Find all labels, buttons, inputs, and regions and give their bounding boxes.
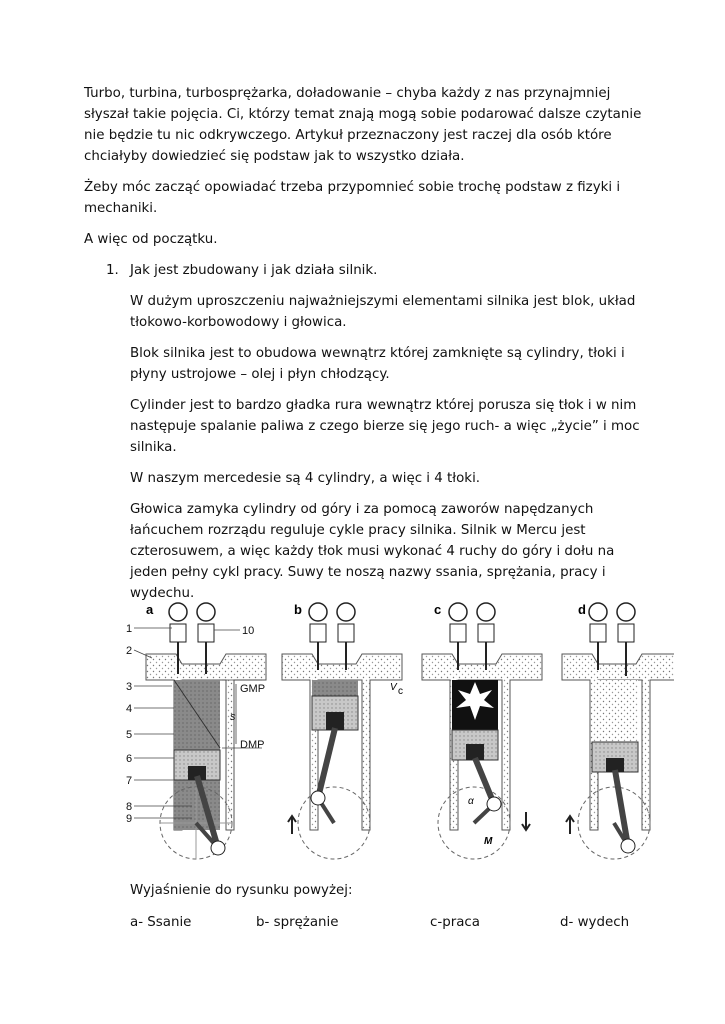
- part-label-5: 5: [126, 729, 133, 741]
- paragraph-elements: W dużym uproszczeniu najważniejszymi elementami silnika jest blok, układ tłokowo-korbowodowy i głowica.: [130, 294, 636, 330]
- part-label-7: 7: [126, 775, 133, 787]
- part-label-3: 3: [126, 681, 133, 693]
- panel-a-intake: [126, 602, 266, 859]
- gmp-label: GMP: [240, 683, 266, 695]
- legend-exhaust: d- wydech: [560, 915, 630, 930]
- panel-d-exhaust: [562, 602, 674, 859]
- part-label-9: 9: [126, 813, 133, 825]
- legend-compression: b- sprężanie: [256, 915, 339, 930]
- list-number: 1.: [106, 263, 119, 278]
- four-stroke-diagram: [122, 598, 674, 866]
- document-body: [84, 83, 649, 614]
- paragraph-cylinder: Cylinder jest to bardzo gładka rura wewnątrz której porusza się tłok i w nim następuje spalanie paliwa z czego bierze się jego ruch- a więc „życie” i moc silnika.: [130, 398, 640, 455]
- paragraph-block: Blok silnika jest to obudowa wewnątrz której zamknięte są cylindry, tłoki i płyny ustrojowe – olej i płyn chłodzący.: [130, 346, 625, 382]
- list-item: [106, 260, 649, 281]
- panel-c-power: [422, 602, 542, 859]
- panel-label-d: d: [578, 602, 586, 617]
- stroke-label: s: [230, 711, 236, 723]
- part-label-2: 2: [126, 645, 133, 657]
- paragraph-start: A więc od początku.: [84, 232, 218, 247]
- part-label-6: 6: [126, 753, 133, 765]
- vc-subscript: c: [398, 686, 403, 697]
- part-label-4: 4: [126, 703, 133, 715]
- paragraph-head: Głowica zamyka cylindry od góry i za pomocą zaworów napędzanych łańcuchem rozrządu reguluje cykle pracy silnika. Silnik w Mercu jest czterosuwem, a więc każdy tłok musi wykonać 4 ruchy do góry i dołu na jeden pełny cykl pracy. Suwy te noszą nazwy ssania, sprężania, pracy i wydechu.: [130, 502, 615, 601]
- vc-label: V: [390, 682, 397, 693]
- dmp-label: DMP: [240, 739, 265, 751]
- stroke-legend: [130, 912, 650, 934]
- panel-label-c: c: [434, 602, 442, 617]
- paragraph-intro: Turbo, turbina, turbosprężarka, doładowanie – chyba każdy z nas przynajmniej słyszał takie pojęcia. Ci, którzy temat znają mogą sobie podarować dalsze czytanie nie będzie tu nic odkrywczego. Artykuł przeznaczony jest raczej dla osób które chciałyby dowiedzieć się podstaw jak to wszystko działa.: [84, 86, 642, 164]
- panel-label-b: b: [294, 602, 302, 617]
- part-label-10: 10: [242, 625, 255, 637]
- legend-intake: a- Ssanie: [130, 915, 192, 930]
- list-item-text: Jak jest zbudowany i jak działa silnik.: [130, 263, 378, 278]
- figure-caption: Wyjaśnienie do rysunku powyżej:: [130, 883, 353, 898]
- part-label-8: 8: [126, 801, 133, 813]
- part-label-1: 1: [126, 623, 133, 635]
- paragraph-mercedes: W naszym mercedesie są 4 cylindry, a więc i 4 tłoki.: [130, 471, 481, 486]
- torque-label: M: [484, 836, 493, 847]
- alpha-label: α: [468, 796, 474, 807]
- panel-label-a: a: [146, 602, 154, 617]
- paragraph-physics: Żeby móc zacząć opowiadać trzeba przypomnieć sobie trochę podstaw z fizyki i mechaniki.: [84, 180, 621, 216]
- panel-b-compression: [282, 602, 403, 859]
- legend-power: c-praca: [430, 915, 480, 930]
